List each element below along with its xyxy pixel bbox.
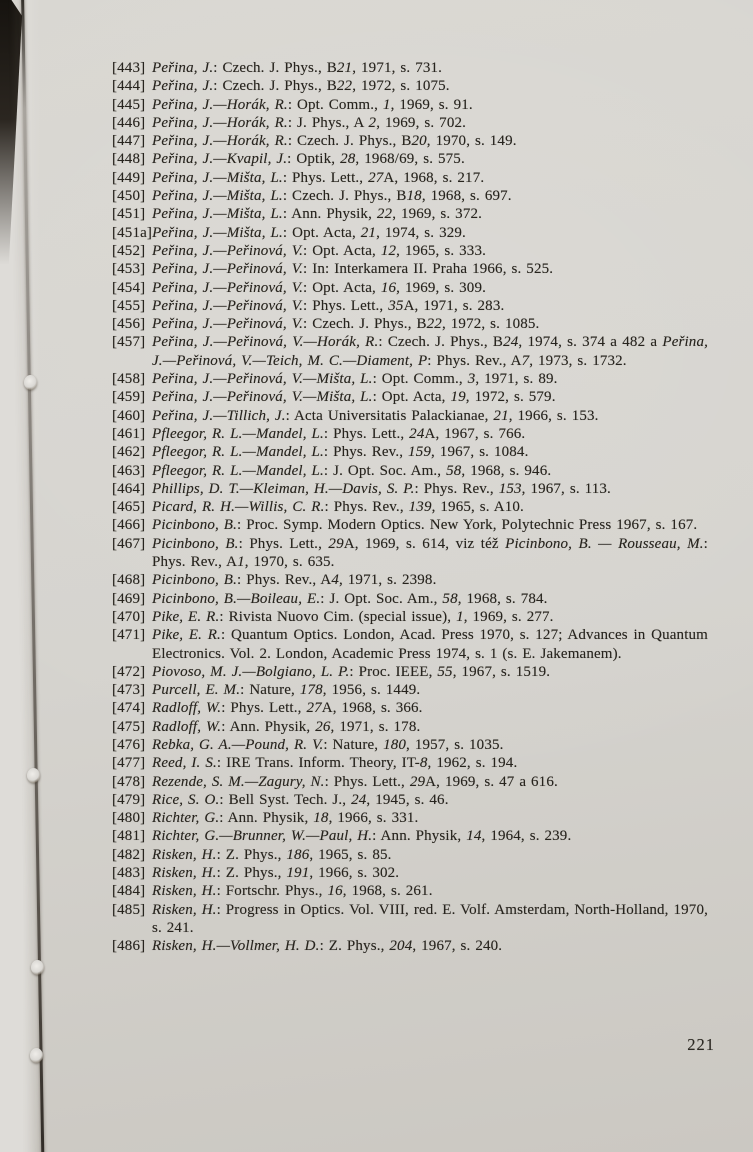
reference-text: Peřina, J.—Peřinová, V.: Opt. Acta, 12, 1965, s. 333. [152,242,486,259]
reference-text: Picinbono, B.—Boileau, E.: J. Opt. Soc. Am., 58, 1968, s. 784. [152,590,548,607]
reference-number: [477] [112,755,146,772]
reference-text: Peřina, J.—Peřinová, V.—Mišta, L.: Opt. Acta, 19, 1972, s. 579. [152,389,556,406]
reference-number: [449] [112,169,146,186]
reference-item [112,681,708,699]
reference-text: Pfleegor, R. L.—Mandel, L.: Phys. Rev., 159, 1967, s. 1084. [152,444,529,461]
reference-text: Phillips, D. T.—Kleiman, H.—Davis, S. P.: Phys. Rev., 153, 1967, s. 113. [152,480,611,497]
reference-text: Peřina, J.—Mišta, L.: Ann. Physik, 22, 1969, s. 372. [152,206,483,223]
reference-number: [445] [112,96,146,113]
reference-number: [457] [112,334,146,351]
reference-number: [460] [112,407,146,424]
reference-item [112,462,708,480]
reference-text: Peřina, J.—Peřinová, V.: In: Interkamera II. Praha 1966, s. 525. [152,261,554,278]
reference-number: [466] [112,517,146,534]
reference-number: [456] [112,316,146,333]
reference-number: [454] [112,279,146,296]
reference-item [112,516,708,534]
reference-item [112,407,708,425]
reference-text: Pfleegor, R. L.—Mandel, L.: Phys. Lett., 24A, 1967, s. 766. [152,425,526,442]
reference-text: Risken, H.—Vollmer, H. D.: Z. Phys., 204, 1967, s. 240. [152,938,503,955]
reference-number: [447] [112,133,146,150]
reference-number: [451] [112,206,146,223]
reference-text: Risken, H.: Progress in Optics. Vol. VIII, red. E. Volf. Amsterdam, North-Holland, 1970, s. 241. [152,901,708,936]
reference-item [112,571,708,589]
reference-item [112,150,708,168]
reference-number: [470] [112,608,146,625]
reference-number: [446] [112,114,146,131]
reference-item [112,370,708,388]
reference-text: Peřina, J.—Kvapil, J.: Optik, 28, 1968/69, s. 575. [152,151,465,168]
reference-text: Pike, E. R.: Quantum Optics. London, Acad. Press 1970, s. 127; Advances in Quantum Electronics. Vol. 2. London, Academic Press 1974, s. 1 (s. E. Jakemanem). [152,627,708,662]
reference-item [112,169,708,187]
reference-number: [478] [112,773,146,790]
reference-text: Peřina, J.: Czech. J. Phys., B21, 1971, s. 731. [152,60,443,76]
reference-number: [482] [112,846,146,863]
binding-stitch [27,768,40,783]
reference-item [112,773,708,791]
reference-text: Rezende, S. M.—Zagury, N.: Phys. Lett., 29A, 1969, s. 47 a 616. [152,773,558,790]
reference-text: Peřina, J.—Horák, R.: Opt. Comm., 1, 1969, s. 91. [152,96,473,113]
reference-item [112,864,708,882]
reference-item [112,333,708,370]
reference-item [112,882,708,900]
reference-item [112,846,708,864]
reference-item [112,901,708,938]
reference-text: Purcell, E. M.: Nature, 178, 1956, s. 1449. [152,682,421,699]
reference-number: [469] [112,590,146,607]
reference-item [112,608,708,626]
reference-number: [452] [112,242,146,259]
reference-number: [453] [112,261,146,278]
reference-text: Risken, H.: Fortschr. Phys., 16, 1968, s. 261. [152,883,433,900]
reference-text: Risken, H.: Z. Phys., 186, 1965, s. 85. [152,846,392,863]
reference-text: Picinbono, B.: Proc. Symp. Modern Optics. New York, Polytechnic Press 1967, s. 167. [152,517,698,534]
reference-number: [485] [112,901,146,918]
reference-number: [473] [112,682,146,699]
reference-item [112,754,708,772]
reference-item [112,718,708,736]
reference-item [112,443,708,461]
reference-text: Peřina, J.—Peřinová, V.—Mišta, L.: Opt. Comm., 3, 1971, s. 89. [152,371,558,388]
reference-text: Radloff, W.: Ann. Physik, 26, 1971, s. 178. [152,718,421,735]
reference-item [112,59,708,77]
reference-item [112,535,708,572]
reference-number: [474] [112,700,146,717]
reference-text: Picinbono, B.: Phys. Lett., 29A, 1969, s. 614, viz též Picinbono, B. — Rousseau, M.: Phys. Rev., A1, 1970, s. 635. [152,535,708,571]
reference-item [112,827,708,845]
reference-item [112,388,708,406]
reference-item [112,736,708,754]
reference-item [112,132,708,150]
reference-item [112,96,708,114]
reference-number: [476] [112,736,146,753]
reference-text: Peřina, J.—Peřinová, V.: Czech. J. Phys., B22, 1972, s. 1085. [152,316,540,333]
reference-item [112,699,708,717]
reference-item [112,590,708,608]
reference-item [112,425,708,443]
reference-number: [472] [112,663,146,680]
reference-item [112,297,708,315]
reference-number: [480] [112,810,146,827]
reference-item [112,242,708,260]
reference-text: Pike, E. R.: Rivista Nuovo Cim. (special issue), 1, 1969, s. 277. [152,608,554,625]
reference-number: [458] [112,371,146,388]
reference-number: [451a] [112,224,153,241]
reference-text: Peřina, J.—Tillich, J.: Acta Universitatis Palackianae, 21, 1966, s. 153. [152,407,599,424]
reference-number: [455] [112,297,146,314]
binding-stitch [30,1048,43,1063]
reference-number: [443] [112,60,146,76]
reference-text: Rebka, G. A.—Pound, R. V.: Nature, 180, 1957, s. 1035. [152,736,504,753]
binding-stitch [24,375,37,390]
reference-item [112,114,708,132]
reference-item [112,279,708,297]
reference-item [112,937,708,955]
reference-text: Peřina, J.—Mišta, L.: Phys. Lett., 27A, 1968, s. 217. [152,169,485,186]
reference-number: [462] [112,444,146,461]
page-number: 221 [687,1035,715,1054]
reference-text: Richter, G.: Ann. Physik, 18, 1966, s. 331. [152,810,419,827]
reference-text: Peřina, J.—Mišta, L.: Opt. Acta, 21, 1974, s. 329. [152,224,466,241]
reference-text: Radloff, W.: Phys. Lett., 27A, 1968, s. 366. [152,700,423,717]
reference-number: [484] [112,883,146,900]
reference-item [112,498,708,516]
reference-item [112,791,708,809]
reference-item [112,315,708,333]
reference-text: Peřina, J.—Horák, R.: Czech. J. Phys., B20, 1970, s. 149. [152,133,517,150]
reference-number: [481] [112,828,146,845]
reference-item [112,77,708,95]
reference-text: Peřina, J.—Peřinová, V.: Opt. Acta, 16, 1969, s. 309. [152,279,486,296]
reference-number: [450] [112,188,146,205]
reference-text: Picard, R. H.—Willis, C. R.: Phys. Rev., 139, 1965, s. A10. [152,499,524,516]
reference-text: Pfleegor, R. L.—Mandel, L.: J. Opt. Soc. Am., 58, 1968, s. 946. [152,462,552,479]
reference-number: [463] [112,462,146,479]
reference-item [112,480,708,498]
reference-text: Peřina, J.—Peřinová, V.—Horák, R.: Czech. J. Phys., B24, 1974, s. 374 a 482 a Peřina, J.—Peřinová, V.—Teich, M. C.—Diament, P: Phys. Rev., A7, 1973, s. 1732. [152,334,709,369]
binding-stitch [31,960,44,975]
reference-number: [468] [112,572,146,589]
reference-text: Picinbono, B.: Phys. Rev., A4, 1971, s. 2398. [152,572,437,589]
reference-text: Rice, S. O.: Bell Syst. Tech. J., 24, 1945, s. 46. [152,791,449,808]
reference-text: Peřina, J.—Horák, R.: J. Phys., A 2, 1969, s. 702. [152,114,467,131]
reference-number: [464] [112,480,146,497]
reference-item [112,224,708,242]
reference-list [112,59,708,956]
reference-item [112,260,708,278]
reference-text: Risken, H.: Z. Phys., 191, 1966, s. 302. [152,865,400,882]
reference-text: Peřina, J.—Peřinová, V.: Phys. Lett., 35A, 1971, s. 283. [152,297,505,314]
reference-number: [444] [112,78,146,95]
reference-item [112,626,708,663]
reference-number: [475] [112,718,146,735]
reference-number: [471] [112,627,146,644]
reference-number: [479] [112,791,146,808]
reference-item [112,663,708,681]
reference-item [112,205,708,223]
reference-item [112,187,708,205]
reference-text: Peřina, J.: Czech. J. Phys., B22, 1972, s. 1075. [152,78,450,95]
reference-number: [461] [112,425,146,442]
reference-item [112,809,708,827]
reference-number: [483] [112,865,146,882]
reference-number: [459] [112,389,146,406]
reference-text: Peřina, J.—Mišta, L.: Czech. J. Phys., B18, 1968, s. 697. [152,188,512,205]
reference-text: Richter, G.—Brunner, W.—Paul, H.: Ann. Physik, 14, 1964, s. 239. [152,828,572,845]
reference-number: [467] [112,535,146,552]
reference-text: Piovoso, M. J.—Bolgiano, L. P.: Proc. IEEE, 55, 1967, s. 1519. [152,663,551,680]
reference-number: [465] [112,499,146,516]
reference-number: [486] [112,938,146,955]
reference-text: Reed, I. S.: IRE Trans. Inform. Theory, IT-8, 1962, s. 194. [152,755,518,772]
reference-number: [448] [112,151,146,168]
